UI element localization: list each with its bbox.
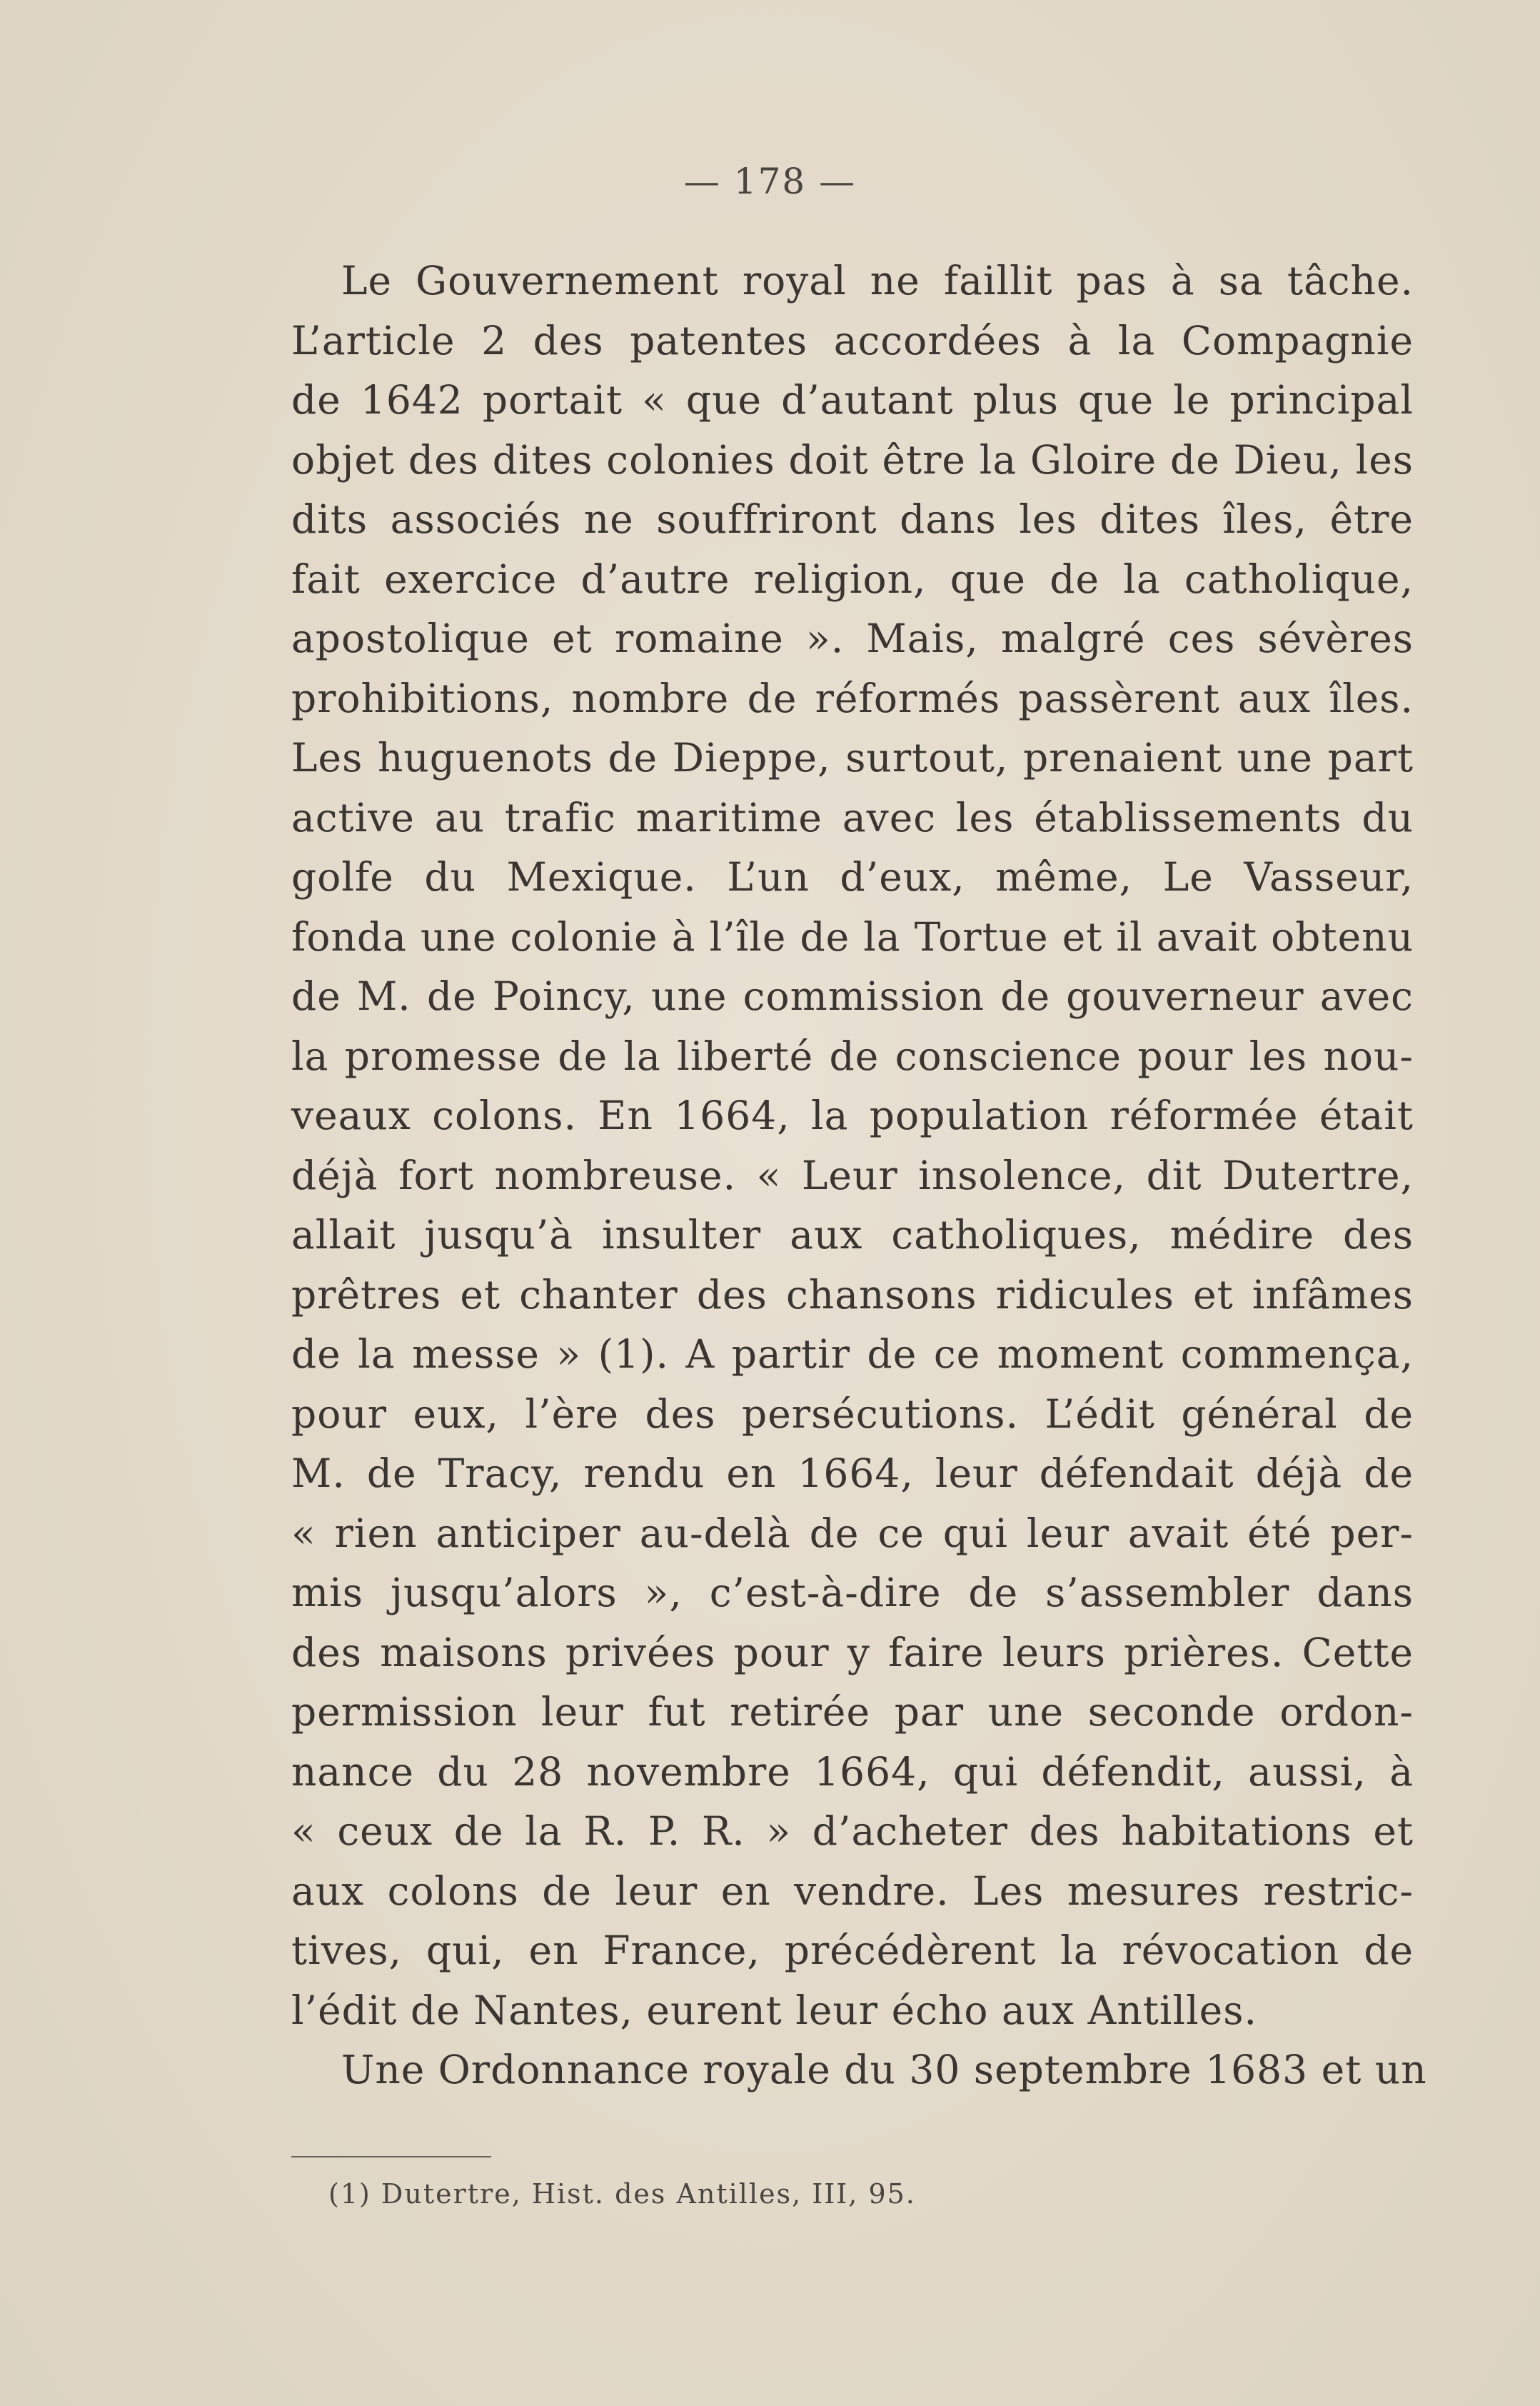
body-text [291,251,1427,2100]
text-line: de la messe » (1). A partir de ce moment commença, [291,1331,1414,1377]
text-line: Une Ordonnance royale du 30 septembre 1683 et un [341,2047,1427,2092]
text-line: l’édit de Nantes, eurent leur écho aux Antilles. [291,1987,1257,2033]
text-line: de M. de Poincy, une commission de gouverneur avec [291,973,1414,1019]
text-line: pour eux, l’ère des persécutions. L’édit général de [291,1390,1414,1437]
text-line: prêtres et chanter des chansons ridicules et infâmes [291,1271,1414,1318]
text-line: prohibitions, nombre de réformés passèrent aux îles. [291,675,1414,721]
text-line: mis jusqu’alors », c’est-à-dire de s’assembler dans [291,1570,1414,1615]
text-line: la promesse de la liberté de conscience pour les nou- [291,1033,1414,1079]
text-line: fonda une colonie à l’île de la Tortue et il avait obtenu [291,913,1414,960]
text-line: objet des dites colonies doit être la Gloire de Dieu, les [291,436,1414,483]
text-line: « rien anticiper au-delà de ce qui leur avait été per- [291,1510,1414,1556]
text-line: déjà fort nombreuse. « Leur insolence, dit Dutertre, [291,1152,1414,1198]
text-line: M. de Tracy, rendu en 1664, leur défendait déjà de [291,1450,1414,1496]
text-line: apostolique et romaine ». Mais, malgré ces sévères [291,616,1414,661]
text-line: tives, qui, en France, précédèrent la révocation de [291,1928,1414,1973]
footnote-divider [291,2156,491,2157]
page-number: — 178 — [683,161,857,202]
text-line: nance du 28 novembre 1664, qui défendit, aussi, à [291,1748,1414,1795]
text-line: active au trafic maritime avec les établissements du [291,794,1414,841]
text-line: L’article 2 des patentes accordées à la Compagnie [291,317,1414,364]
text-line: fait exercice d’autre religion, que de la catholique, [291,556,1414,602]
text-line: allait jusqu’à insulter aux catholiques, médire des [291,1212,1414,1258]
text-line: veaux colons. En 1664, la population réformée était [291,1093,1414,1138]
text-line: Le Gouvernement royal ne faillit pas à sa tâche. [341,258,1414,304]
footnote: (1) Dutertre, Hist. des Antilles, III, 95. [328,2178,916,2210]
text-line: golfe du Mexique. L’un d’eux, même, Le Vasseur, [291,854,1414,900]
text-line: permission leur fut retirée par une seconde ordon- [291,1689,1414,1735]
text-line: « ceux de la R. P. R. » d’acheter des habitations et [291,1808,1414,1854]
text-line: des maisons privées pour y faire leurs prières. Cette [291,1629,1414,1675]
text-line: Les huguenots de Dieppe, surtout, prenaient une part [291,735,1414,781]
text-line: aux colons de leur en vendre. Les mesures restric- [291,1868,1414,1914]
text-line: dits associés ne souffriront dans les dites îles, être [291,496,1414,542]
text-line: de 1642 portait « que d’autant plus que le principal [291,377,1414,423]
